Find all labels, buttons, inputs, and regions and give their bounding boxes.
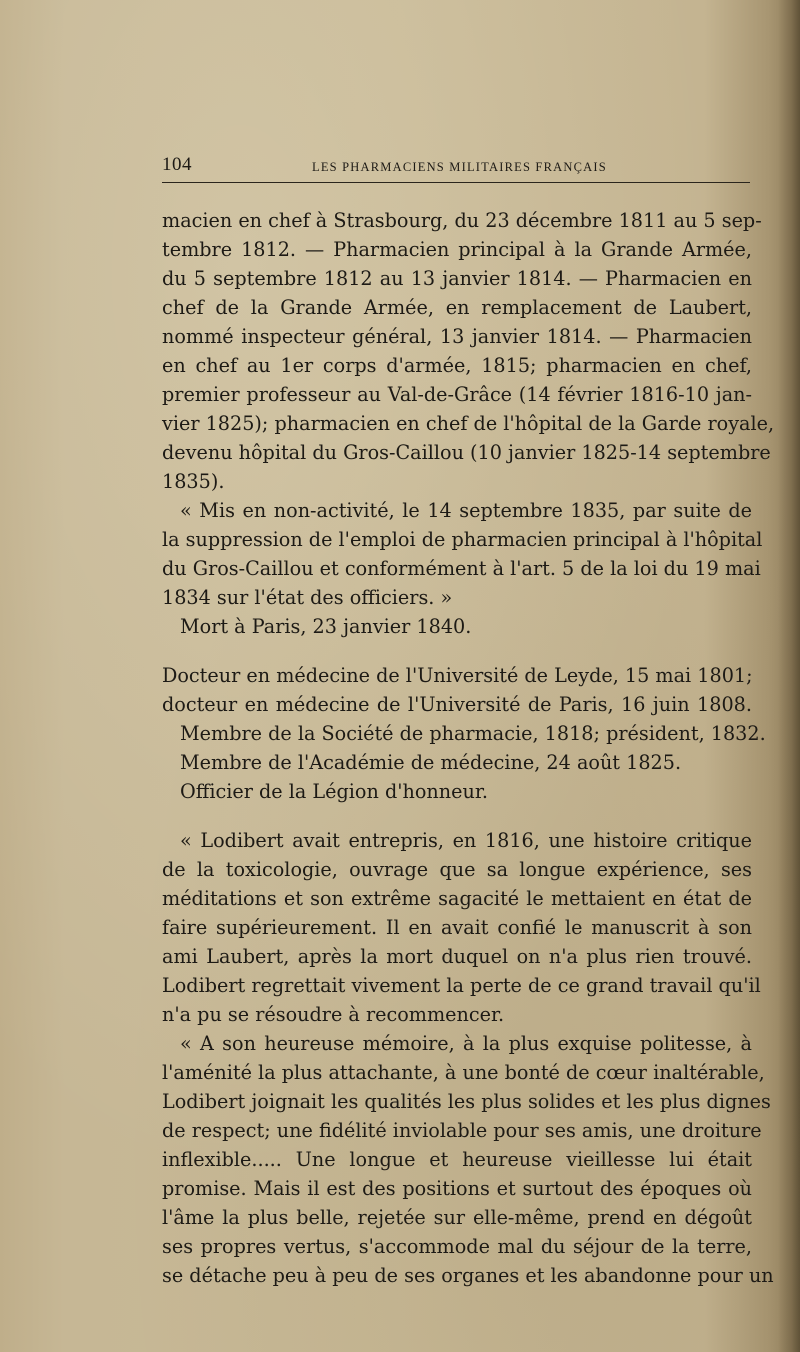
header-rule [162, 182, 750, 183]
paragraph-academie [162, 748, 752, 777]
paragraph-non-activity [162, 496, 763, 612]
section-gap [162, 806, 752, 826]
running-header [162, 150, 750, 180]
running-title: LES PHARMACIENS MILITAIRES FRANÇAIS [312, 160, 607, 174]
text-line: macien en chef à Strasbourg, du 23 décembre 1811 au 5 sep- [162, 209, 762, 232]
text-line: en chef au 1er corps d'armée, 1815; pharmacien en chef, [162, 354, 752, 377]
text-line: Membre de l'Académie de médecine, 24 août 1825. [180, 751, 682, 774]
text-line: nommé inspecteur général, 13 janvier 1814. — Pharmacien [162, 325, 752, 348]
paragraph-toxicology [162, 826, 761, 1029]
text-line: Docteur en médecine de l'Université de Leyde, 15 mai 1801; [162, 664, 753, 687]
text-line: premier professeur au Val-de-Grâce (14 février 1816-10 jan- [162, 383, 752, 406]
text-line: Membre de la Société de pharmacie, 1818; président, 1832. [180, 722, 766, 745]
section-gap [162, 641, 752, 661]
text-line: l'âme la plus belle, rejetée sur elle-même, prend en dégoût [162, 1206, 752, 1229]
paragraph-doctorates [162, 661, 752, 719]
text-line: la suppression de l'emploi de pharmacien principal à l'hôpital [162, 528, 763, 551]
text-line: de respect; une fidélité inviolable pour ses amis, une droiture [162, 1119, 762, 1142]
text-line: tembre 1812. — Pharmacien principal à la Grande Armée, [162, 238, 752, 261]
text-line: vier 1825); pharmacien en chef de l'hôpital de la Garde royale, [162, 412, 775, 435]
body-text [162, 206, 775, 1290]
text-line: « A son heureuse mémoire, à la plus exquise politesse, à [180, 1032, 752, 1055]
paragraph-eulogy [162, 1029, 774, 1290]
text-line: promise. Mais il est des positions et surtout des époques où [162, 1177, 752, 1200]
text-line: se détache peu à peu de ses organes et les abandonne pour un [162, 1264, 774, 1287]
text-line: méditations et son extrême sagacité le mettaient en état de [162, 887, 752, 910]
text-line: du Gros-Caillou et conformément à l'art. 5 de la loi du 19 mai [162, 557, 761, 580]
text-line: Officier de la Légion d'honneur. [180, 780, 489, 803]
text-line: inflexible..... Une longue et heureuse vieillesse lui était [162, 1148, 752, 1171]
text-line: n'a pu se résoudre à recommencer. [162, 1003, 505, 1026]
text-line: 1835). [162, 470, 225, 493]
text-line: faire supérieurement. Il en avait confié le manuscrit à son [162, 916, 752, 939]
page-number: 104 [162, 154, 192, 175]
page-edge-shadow [778, 0, 800, 1352]
text-line: du 5 septembre 1812 au 13 janvier 1814. — Pharmacien en [162, 267, 752, 290]
text-line: « Lodibert avait entrepris, en 1816, une histoire critique [180, 829, 752, 852]
paragraph-legion-honneur [162, 777, 752, 806]
text-line: 1834 sur l'état des officiers. » [162, 586, 453, 609]
text-line: l'aménité la plus attachante, à une bonté de cœur inaltérable, [162, 1061, 765, 1084]
paragraph-service-record [162, 206, 775, 496]
text-line: « Mis en non-activité, le 14 septembre 1835, par suite de [180, 499, 752, 522]
text-line: Mort à Paris, 23 janvier 1840. [180, 615, 472, 638]
text-line: Lodibert regrettait vivement la perte de ce grand travail qu'il [162, 974, 761, 997]
text-line: devenu hôpital du Gros-Caillou (10 janvier 1825-14 septembre [162, 441, 771, 464]
text-line: chef de la Grande Armée, en remplacement de Laubert, [162, 296, 752, 319]
text-line: ses propres vertus, s'accommode mal du séjour de la terre, [162, 1235, 752, 1258]
text-line: docteur en médecine de l'Université de Paris, 16 juin 1808. [162, 693, 752, 716]
text-line: Lodibert joignait les qualités les plus solides et les plus dignes [162, 1090, 771, 1113]
text-line: ami Laubert, après la mort duquel on n'a plus rien trouvé. [162, 945, 752, 968]
text-line: de la toxicologie, ouvrage que sa longue expérience, ses [162, 858, 752, 881]
paragraph-death [162, 612, 752, 641]
paragraph-societe-pharmacie [162, 719, 766, 748]
